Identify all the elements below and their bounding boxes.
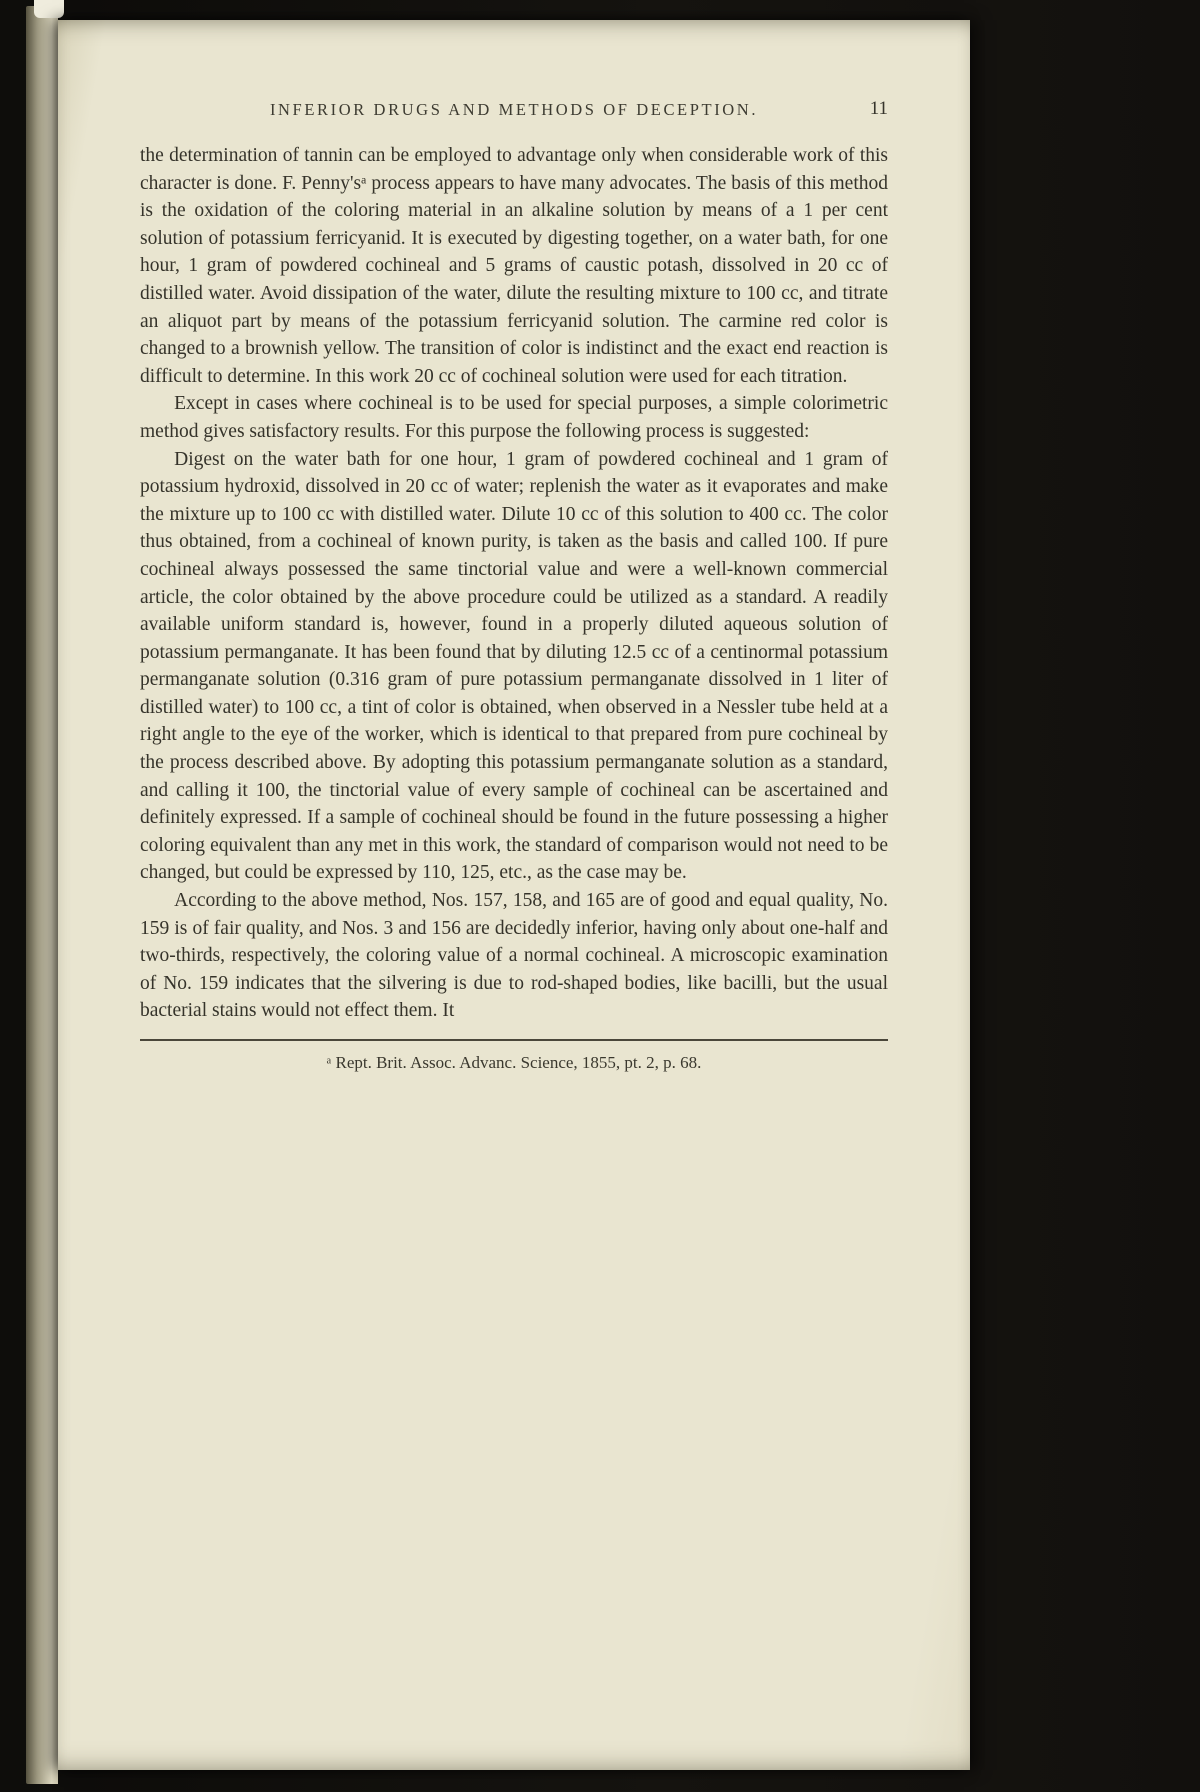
footnote-rule	[140, 1039, 888, 1041]
previous-page-edge	[26, 6, 58, 1784]
page-body-text	[140, 142, 888, 1025]
paragraph: Except in cases where cochineal is to be used for special purposes, a simple colorimetric method gives satisfactory results. For this purpose the following process is suggested:	[140, 393, 888, 442]
paragraph: According to the above method, Nos. 157, 158, and 165 are of good and equal quality, No. 159 is of fair quality, and Nos. 3 and 156 are decidedly inferior, having only about one-half and two-thirds, respectively, the coloring value of a normal cochineal. A microscopic examination of No. 159 indicates that the silvering is due to rod-shaped bodies, like bacilli, but the usual bacterial stains would not effect them. It	[140, 890, 888, 1022]
running-header	[140, 100, 888, 120]
footnote-block	[140, 1039, 888, 1075]
running-head-title: INFERIOR DRUGS AND METHODS OF DECEPTION.	[269, 100, 759, 119]
paragraph: the determination of tannin can be employed to advantage only when considerable work of this character is done. F. Penny'sᵃ process appears to have many advocates. The basis of this method is the oxidation of the coloring material in an alkaline solution by means of a 1 per cent solution of potassium ferricyanid. It is executed by digesting together, on a water bath, for one hour, 1 gram of powdered cochineal and 5 grams of caustic potash, dissolved in 20 cc of distilled water. Avoid dissipation of the water, dilute the resulting mixture to 100 cc, and titrate an aliquot part by means of the potassium ferricyanid solution. The carmine red color is changed to a brownish yellow. The transition of color is indistinct and the exact end reaction is difficult to determine. In this work 20 cc of cochineal solution were used for each titration.	[140, 145, 888, 387]
page-edge-highlight	[34, 0, 64, 18]
paragraph: Digest on the water bath for one hour, 1 gram of powdered cochineal and 1 gram of potassium hydroxid, dissolved in 20 cc of water; replenish the water as it evaporates and make the mixture up to 100 cc with distilled water. Dilute 10 cc of this solution to 400 cc. The color thus obtained, from a cochineal of known purity, is taken as the basis and called 100. If pure cochineal always possessed the same tinctorial value and were a well-known commercial article, the color obtained by the above procedure could be utilized as a standard. A readily available uniform standard is, however, found in a properly diluted aqueous solution of potassium permanganate. It has been found that by diluting 12.5 cc of a centinormal potassium permanganate solution (0.316 gram of pure potassium permanganate dissolved in 1 liter of distilled water) to 100 cc, a tint of color is obtained, when observed in a Nessler tube held at a right angle to the eye of the worker, which is identical to that prepared from pure cochineal by the process described above. By adopting this potassium permanganate solution as a standard, and calling it 100, the tinctorial value of every sample of cochineal can be ascertained and definitely expressed. If a sample of cochineal should be found in the future possessing a higher coloring equivalent than any met in this work, the standard of comparison would not need to be changed, but could be expressed by 110, 125, etc., as the case may be.	[140, 448, 888, 884]
book-page	[58, 20, 970, 1770]
page-number: 11	[869, 98, 888, 119]
footnote-text: ᵃ Rept. Brit. Assoc. Advanc. Science, 1855, pt. 2, p. 68.	[326, 1053, 702, 1072]
text-column	[140, 20, 888, 1075]
